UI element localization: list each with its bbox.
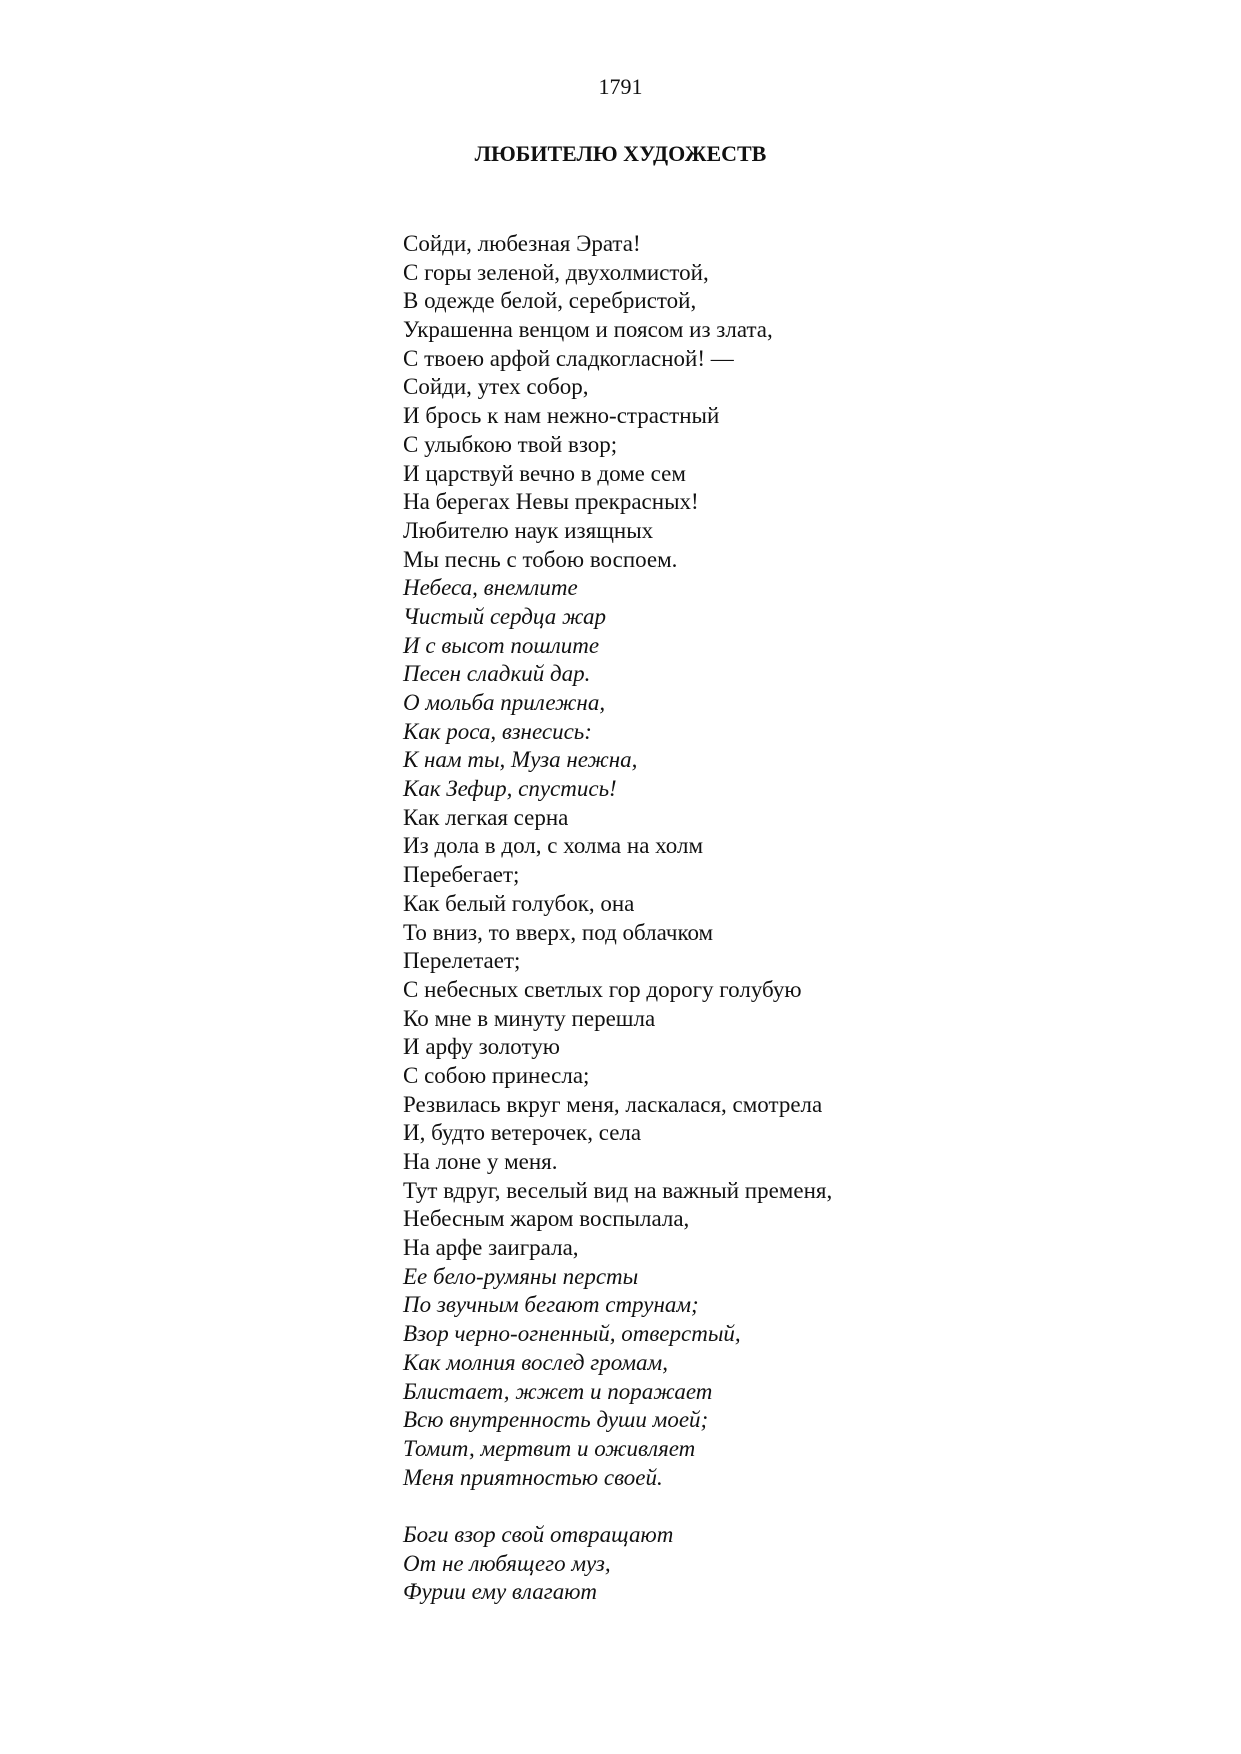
poem-line: С твоею арфой сладкогласной! — [403,345,734,371]
poem-line: Блистает, жжет и поражает [403,1378,713,1404]
poem-line: И брось к нам нежно-страстный [403,403,720,429]
poem-line: Сойди, любезная Эрата! [403,231,641,256]
poem-line: Фурии ему влагают [403,1579,598,1605]
poem-line: На лоне у меня. [403,1149,558,1174]
poem-line: Небеса, внемлите [403,575,578,601]
poem-line: И арфу золотую [403,1034,560,1060]
poem-line: Как Зефир, спустись! [403,776,617,802]
poem-line: Как белый голубок, она [403,890,635,916]
poem-line: Всю внутренность души моей; [403,1407,709,1433]
poem-line: Из дола в дол, с холма на холм [403,833,703,859]
poem-line: И с высот пошлите [403,632,600,658]
poem-line: На берегах Невы прекрасных! [403,489,699,515]
poem-line: В одежде белой, серебристой, [403,288,697,314]
poem-line: С собою принесла; [403,1062,590,1088]
poem-line: На арфе заиграла, [403,1235,579,1261]
poem-line: С улыбкою твой взор; [403,431,618,457]
poem-line: То вниз, то вверх, под облачком [403,919,714,945]
poem-line: О мольба прилежна, [403,690,606,715]
poem-body [403,230,1203,1607]
poem-line: Чистый сердца жар [403,603,607,629]
poem-line: С небесных светлых гор дорогу голубую [403,976,802,1002]
poem-line: Взор черно-огненный, отверстый, [403,1321,741,1347]
poem-line: И царствуй вечно в доме сем [403,460,686,486]
poem-line: От не любящего муз, [403,1550,611,1576]
poem-line: Боги взор свой отвращают [403,1521,674,1547]
poem-line: Любителю наук изящных [403,517,654,543]
poem-line: Как легкая серна [403,804,569,830]
poem-line: Томит, мертвит и оживляет [403,1435,696,1461]
poem-line: Ко мне в минуту перешла [403,1005,656,1031]
poem-line: Резвилась вкруг меня, ласкалася, смотрела [403,1091,823,1117]
stanza-break [403,1492,1203,1521]
poem-line: К нам ты, Муза нежна, [403,747,638,773]
poem-line: Ее бело-румяны персты [403,1263,639,1289]
poem-line: Меня приятностью своей. [403,1464,663,1490]
page-year: 1791 [598,74,643,99]
poem-line: Перебегает; [403,862,520,888]
poem-line: Небесным жаром воспылала, [403,1206,690,1232]
poem-line: С горы зеленой, двухолмистой, [403,259,709,285]
poem-line: Песен сладкий дар. [403,661,591,687]
poem-line: Мы песнь с тобою воспоем. [403,546,678,572]
poem-line: По звучным бегают струнам; [403,1292,699,1318]
poem-line: Перелетает; [403,948,521,974]
poem-line: Как молния вослед громам, [403,1349,668,1375]
poem-line: Тут вдруг, веселый вид на важный пременя, [403,1177,833,1203]
poem-line: Как роса, взнесись: [403,718,592,744]
poem-line: Украшенна венцом и поясом из злата, [403,317,773,343]
poem-title: ЛЮБИТЕЛЮ ХУДОЖЕСТВ [474,141,767,166]
poem-line: Сойди, утех собор, [403,374,589,400]
poem-line: И, будто ветерочек, села [403,1120,642,1146]
